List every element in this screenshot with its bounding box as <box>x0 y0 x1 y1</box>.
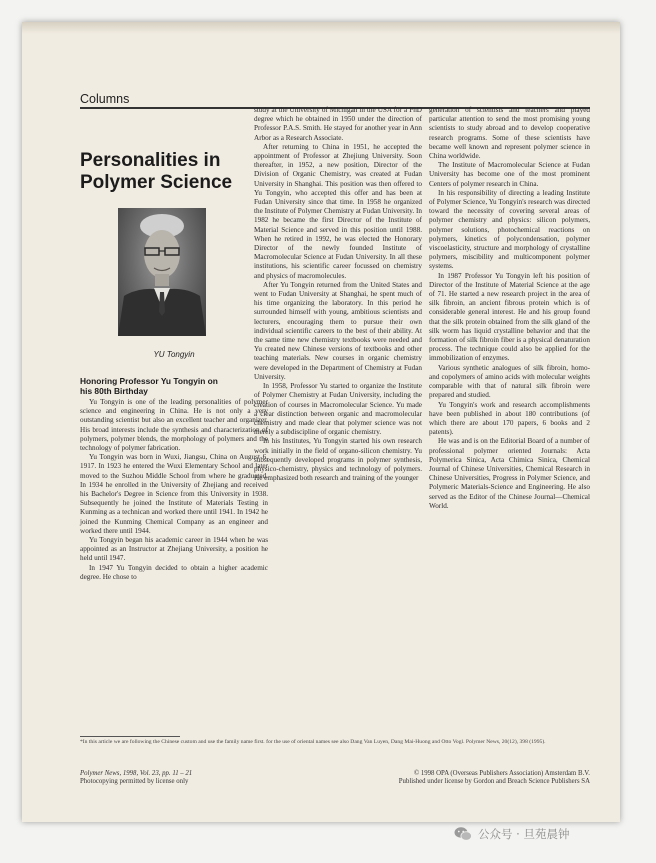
section-label: Columns <box>80 92 130 106</box>
paragraph: Yu Tongyin's work and research accomplishments have been published in about 180 contributions (of which there are about 170 papers, 6 books and 2 patents). <box>429 400 590 437</box>
paragraph: In 1987 Professor Yu Tongyin left his position of Director of the Institute of Material Science at the age of 71. He started a new research project in the area of silk fibroin, an ancient fibrous protein which is of considerable general interest. He and his group found that the silk protein obtained from the silk gland of the silk worm has liquid crystalline behavior and that the formation of silk fibroin fiber is a physical denaturation process. The technique could also be applied for the immobilization of enzymes. <box>429 271 590 363</box>
paragraph: Yu Tongyin began his academic career in 1944 when he was appointed as an Instructor at Zhejiang University, a position he held until 1947. <box>80 536 268 563</box>
portrait-photo <box>118 208 206 336</box>
article-title: Personalities in Polymer Science <box>80 150 233 193</box>
paragraph: In his Institutes, Yu Tongyin started his own research work initially in the field of organo-silicon chemistry. Yu subsequently developed programs in polymer synthesis, physico-chemistry, physics and technology of polymers. He emphasized both research and training of the younger <box>254 437 422 483</box>
footnote: *In this article we are following the Chinese custom and use the family name first. for the use of oriental names see also Dang Van Luyen, Dang Mai-Huong and Otto Vogl. Polymer News, 20(12), 398 (1995). <box>80 739 546 745</box>
text-column-2 <box>254 106 422 483</box>
paragraph: Yu Tongyin is one of the leading personalities of polymer science and engineering in China. He is not only a very outstanding scientist but also an excellent teacher and organizer. His broad interests include the synthesis and characterization of polymers, polymer blends, the morphology of polymers and the technology of polymer fabrication. <box>80 398 268 453</box>
photo-caption: YU Tongyin <box>153 350 195 359</box>
copyright-line-1: © 1998 OPA (Overseas Publishers Association) Amsterdam B.V. <box>413 770 590 777</box>
paragraph: Yu Tongyin was born in Wuxi, Jiangsu, China on August 6, 1917. In 1923 he entered the Wuxi Elementary School and later moved to the Suzhou Middle School from where he graduated. In 1934 he enrolled in the University of Zhejiang and received his Bachelor's Degree in Science from this University in 1938. Subsequently he joined the Institute of Materials Testing in Kunming as a technican and worked there until 1941. In 1942 he joined the Kunming Chemical Company as an engineer and worked there until 1944. <box>80 453 268 535</box>
paragraph: In 1947 Yu Tongyin decided to obtain a higher academic degree. He chose to <box>80 563 268 581</box>
paragraph: After returning to China in 1951, he accepted the appointment of Professor at Zhejiung University. Soon thereafter, in 1952, a new position, Director of the Division of Organic Chemistry, was created at Fudan University in Shanghai. This position was then offered to Yu Tongyin, who accepted this offer and has been at Fudan University since that time. In 1958 he organized the Institute of Polymer Chemistry at Fudan University. In 1982 he became the first Director of the Institute of Material Science and served in this position until 1988. When he retired in 1992, he was elected the Honorary Director of the newly founded Institute of Macromolecular Science at Fudan University. In all these institutions, his scientific career focussed on chemistry and physics of macromolecules. <box>254 142 422 280</box>
text-column-3 <box>429 106 590 511</box>
journal-citation <box>80 770 320 787</box>
footnote-rule <box>80 736 180 737</box>
paragraph: The Institute of Macromolecular Science at Fudan University has become one of the most prominent Centers of polymer research in China. <box>429 161 590 188</box>
photocopy-line: Photocopying permitted by license only <box>80 778 189 786</box>
paragraph: study at the University of Michigan in the USA for a PhD degree which he obtained in 1950 under the direction of Professor P.A.S. Smith. He stayed for another year in Ann Arbor as a Research Associate. <box>254 106 422 142</box>
document-page <box>22 22 620 822</box>
paragraph: generation of scientists and teachers and played particular attention to send the most promising young scientists to study abroad and to develop cooperative research programs. Some of these scientists have became well known and represent polymer science in China worldwide. <box>429 106 590 161</box>
journal-line: Polymer News, 1998, Vol. 23, pp. 11 – 21 <box>80 770 193 777</box>
paragraph: In 1958, Professor Yu started to organize the Institute of Polymer Chemistry at Fudan University, including the creation of courses in Macromolecular Science. Yu made a clear distinction between organic and macromolecular chemistry and made clear that polymer science was not merely a subdiscipline of organic chemistry. <box>254 382 422 437</box>
watermark-text: 公众号 · 旦苑晨钟 <box>478 827 570 841</box>
copyright-notice <box>332 770 590 787</box>
page-edge-shadow <box>22 22 620 34</box>
paragraph: Various synthetic analogues of silk fibroin, homo- and copolymers of amino acids with molecular weights comparable with that of natural silk fibroin were prepared and studied. <box>429 363 590 400</box>
paragraph: He was and is on the Editorial Board of a number of professional polymer oriented Journals: Acta Polymerica Sinica, Acta Chimica Sinica, Chemical Journal of Chinese Universities, Chemical Research in Chinese Universities, Progress in Polymer Science, and Polymeric Materials-Science and Engineering. He also served as the Editor of the Chinese Journal—Chemical World. <box>429 437 590 510</box>
wechat-watermark <box>454 822 644 846</box>
wechat-icon <box>454 826 472 842</box>
copyright-line-2: Published under license by Gordon and Breach Science Publishers SA <box>398 778 590 786</box>
article-subheading: Honoring Professor Yu Tongyin on his 80th Birthday <box>80 376 218 396</box>
text-column-1 <box>80 398 268 582</box>
paragraph: After Yu Tongyin returned from the United States and went to Fudan University at Shanghai, he spent much of his time organizing the laboratory. In this period he surrounded himself with young, ambitious scientists and lecturers, encouraging them to pursue their own individual scientific careers to the best of their ability. At the same time new chemistry textbooks were needed and Yu created new Chinese versions of textbooks and other teaching materials. New courses in organic chemistry were developed in the Department of Chemistry at Fudan University. <box>254 280 422 381</box>
paragraph: In his responsibility of directing a leading Institute of Polymer Science, Yu Tongyin's research was directed toward the necessity of covering several areas of polymer chemistry and physics: silicon polymers, polymer solutions, photochemical reactions on polymers, kinetics of polycondensation, polymer viscoelasticity, structure and morphology of crystalline polymers, miscibility and multicomponent polymer systems. <box>429 188 590 271</box>
